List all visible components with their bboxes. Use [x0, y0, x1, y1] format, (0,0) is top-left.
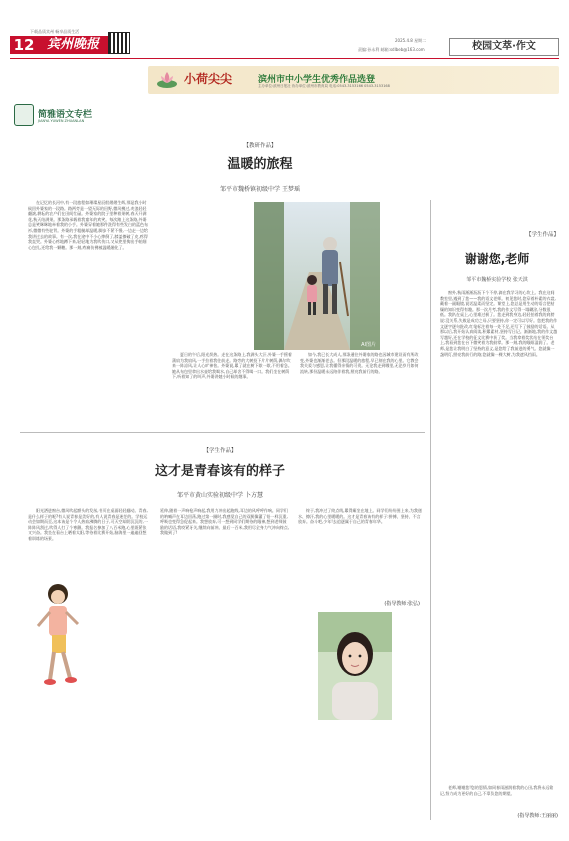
article3-author: 邹平市黄山实验初级中学 卜方慧 [177, 492, 263, 499]
page-header [0, 0, 569, 62]
article3-category: 【学生作品】 [203, 448, 237, 454]
article2-category: 【学生作品】 [525, 232, 559, 238]
column-divider [430, 200, 431, 820]
page-number: 12 [10, 36, 38, 54]
qr-code-icon [108, 32, 130, 54]
section-title: 校园文萃·作文 [449, 38, 559, 56]
banner-subtitle: 滨州市中小学生优秀作品选登 [258, 75, 376, 85]
article1-title: 温暖的旅程 [227, 157, 293, 172]
book-icon [14, 104, 34, 126]
running-girl-illustration [28, 580, 92, 690]
header-divider [10, 58, 559, 59]
article2-instructor: (指导教师:王丽丽) [517, 813, 558, 819]
banner-info: 主办单位:滨州日报社 协办单位:滨州市教育局 电话:0543-3153166 0543-3153168 [258, 84, 390, 88]
article1-text-col1: 在记忆的长河中,有一段旅程如璀璨星辰般熠熠生辉,那是我小时候回外婆家的一段路。路两旁是一望无际的田野,微风拂过,麦浪轻轻翻滚,耕耘的农户们在田间忙碌。外婆家的院子里种着果树,春天开满花,秋天结满果。那条路承载着我童年的欢笑。每次踏上这条路,外婆总是笑眯眯地牵着我的小手。外婆穿着她那件洗得有些发白的蓝色布衫,微微有些驼背。外婆的手粗糙却温暖,脚步不紧不慢,一边走一边给我讲过去的故事。有一次,我在途中不小心摔倒了,膝盖擦破了皮,疼得我直哭。外婆心疼地蹲下来,轻轻地为我吹伤口,又从兜里掏出手帕细心包扎,还给我一颗糖。那一刻,疼痛仿佛被温暖融化了。 [28, 200, 148, 250]
article-divider [20, 432, 425, 433]
article3-text-col1: 阳光洒进窗台,微风吹起额头的发丝,书页在桌面轻轻翻动。青春,是什么样子的呢?有人说青春是美好的,有人说青春是迷茫的。学校运动会如期而至,这本该是个令人热血沸腾的日子,可天空却阴沉沉的,一阵阵风刮过,吹得人打了个寒颤。我报名参加了八百米跑,心里既紧张又兴奋。我坐在看台上晒着太阳,等待着比赛开始,脑海里一遍遍回想着训练的场景。 [28, 508, 148, 541]
article2-title: 谢谢您,老师 [464, 252, 530, 266]
article1-text-col3: 如今,我已长大成人,那条通往外婆家的路也因城市建设而有所改变,外婆也渐渐老去。但那段温暖的旅程,早已刻在我的心里。它教会我关爱与感恩,让我懂得亲情的可贵。无论我走到哪里,无论岁月如何流转,那份温暖永远陪伴着我,照亮我前行的路。 [300, 352, 419, 374]
article2-author: 邹平市魏桥实验学校 张天淇 [466, 277, 528, 283]
article3-author-photo [318, 612, 392, 720]
header-date: 2025.4.8 星期二 [395, 38, 427, 43]
article1-photo [254, 202, 380, 350]
photo-credit: AI图片 [361, 342, 376, 348]
article3-text-col2: 延伸,随着一声响枪声响起,我用力冲出起跑线,耳边的风呼呼作响。同学们的呐喊声在耳边回荡,跑过第一圈时,我感觉自己的双腿像灌了铅一样沉重,呼吸也变得急促起来。我想放弃,可一想到同学们期待的眼神,想到老师鼓励的话语,我咬紧牙关,继续向前冲。最后一百米,我用尽全身力气冲向终点,我做到了! [160, 508, 290, 536]
banner-title: 小荷尖尖 [184, 72, 233, 86]
grandmother-child-walk-image [254, 202, 380, 350]
article1-category: 【教研作品】 [243, 143, 277, 149]
column-label [10, 100, 150, 132]
header-slogan: 下载品质宾州 畅享品质生活 [30, 29, 80, 34]
article3-title: 这才是青春该有的样子 [154, 464, 285, 479]
article3-instructor: (指导教师:张弘) [384, 601, 420, 607]
header-editor: 责编:孙永利 邮箱:sdlbeb@163.com [358, 47, 425, 52]
column-label-pinyin: JIANYA YUWEN ZHUANLAN [38, 119, 85, 123]
article1-author: 邹平市魏桥镇初级中学 王梦瑶 [220, 186, 300, 193]
article2-closing: 老师,谢谢您!您的恩情,如同春雨滋润着我的心田,我将永远铭记,努力成为更好的自己,不辜负您的期望。 [440, 785, 554, 796]
article2-text: 窗外,秋雨淅淅沥沥下个不停,滴在我学习的心坎上。我在这间教室里,遇到了您——我的语文老师。初见您时,您穿着朴素的衣裳,戴着一副眼镜,说话温柔而坚定。课堂上,您总是用生动的语言把枯燥的知识变得有趣。那一次月考,我的作文写得一塌糊涂,分数很低。我趴在桌上,心里难过极了。您走到我身边,轻轻拍着我的肩膀说:没关系,失败是成功之母,只要坚持,你一定可以写好。您把我的作文逐字逐句批改,红笔标注着每一处不足,还写下了鼓励的话语。从那以后,我开始认真阅读,积累素材,坚持写日记。渐渐地,我的作文越写越好,还在学校的征文比赛中获了奖。当我拿着奖状站在领奖台上,我看到您在台下微笑着为我鼓掌。那一刻,我的眼眶湿润了。老师,是您让我明白了坚持的意义,是您给了我前进的勇气。您就像一盏明灯,照亮我前行的路;您就像一棵大树,为我遮风挡雨。 [440, 290, 558, 357]
lotus-icon [156, 70, 178, 90]
article3-text-col3: 终于,我冲过了终点线,累得瘫坐在地上。同学们纷纷围上来,为我递水、擦汗,我的心里暖暖的。这才是青春该有的样子:拼搏、坚持、不言放弃。奋斗吧,少年!去追逐属于自己的青春年华。 [298, 508, 422, 525]
paper-name: 宾州晚报 [38, 36, 108, 54]
column-label-title: 简雅语文专栏 [38, 110, 93, 120]
article1-text-col2: 夏日的午后,阳光炽热。走在这条路上,我满头大汗,外婆一手摇着蒲扇为我扇风,一手拉着我往前走。路旁的大树投下片片树荫,偶尔吹来一阵凉风,让人心旷神怡。外婆说,累了就在树下歇一歇,不用着急。她从布包里拿出水壶给我喝水,自己却舍不得喝一口。我们坐在树荫下,听着知了的叫声,外婆讲她小时候的趣事。 [172, 352, 292, 380]
student-portrait-image [318, 612, 392, 720]
banner [148, 66, 559, 94]
